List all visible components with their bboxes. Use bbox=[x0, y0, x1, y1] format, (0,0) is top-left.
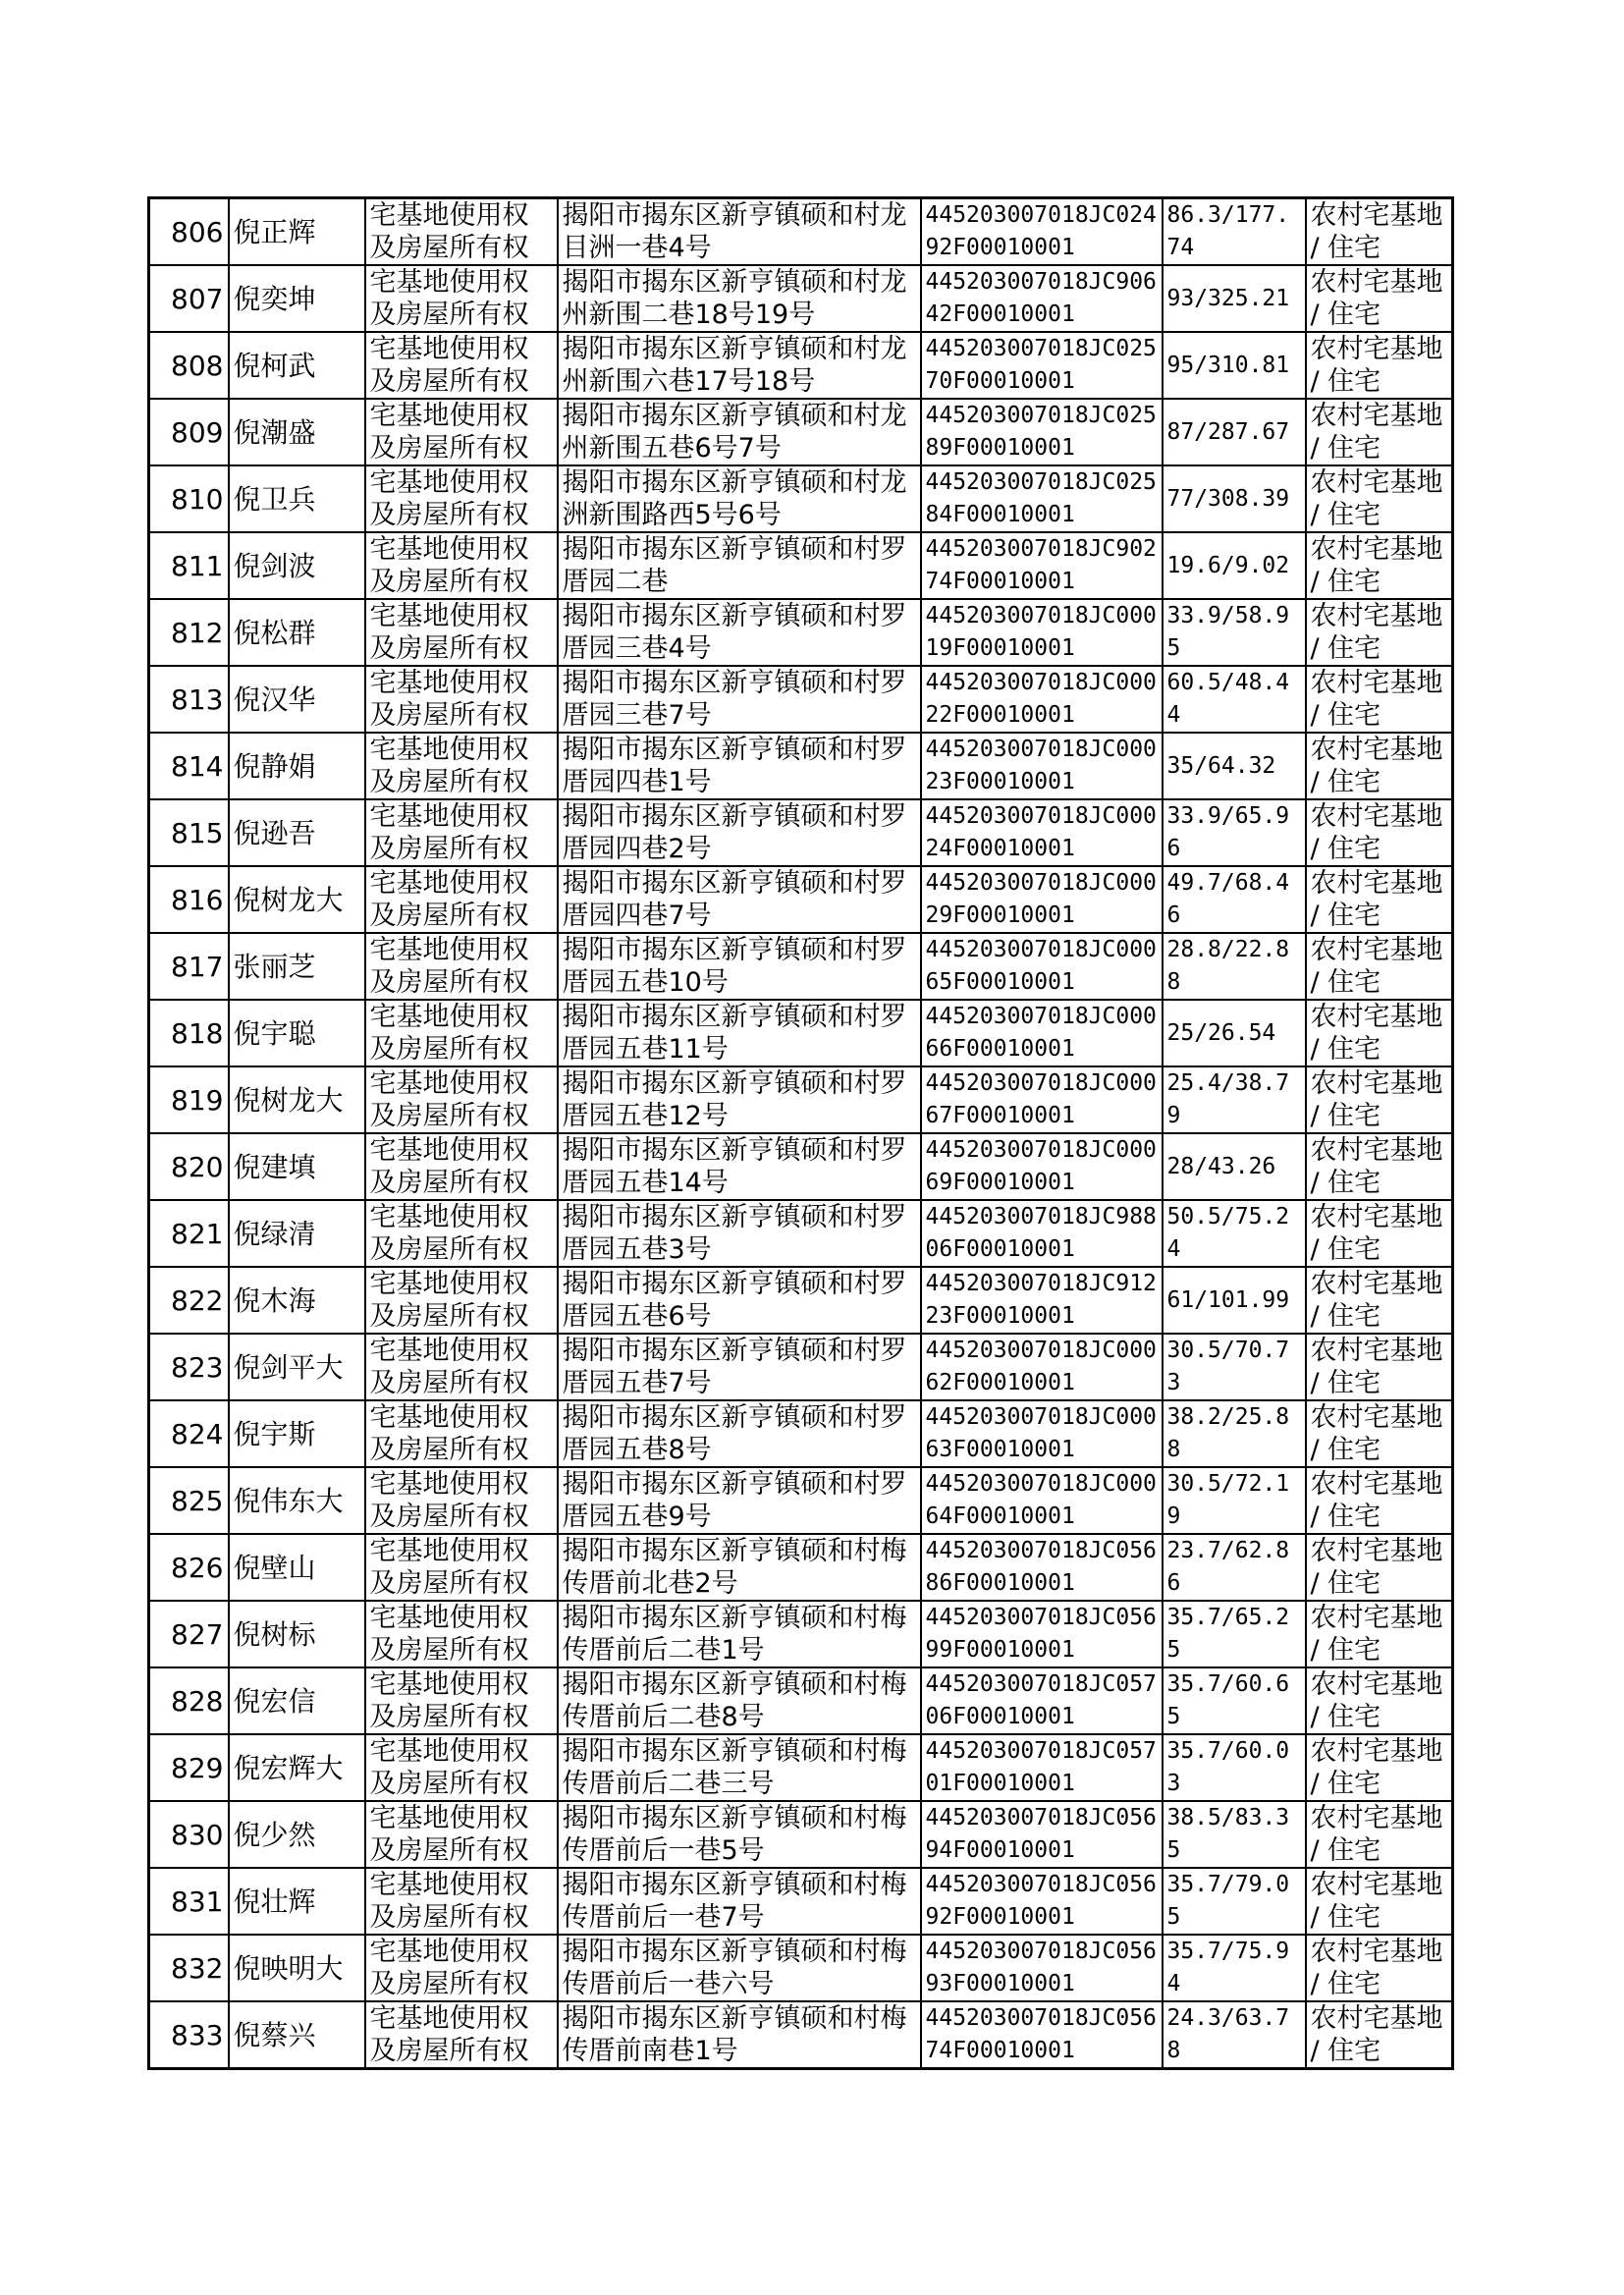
table-body bbox=[149, 198, 1453, 2069]
address-cell: 揭阳市揭东区新亨镇硕和村龙目洲一巷4号 bbox=[558, 198, 921, 266]
table-row bbox=[149, 1334, 1453, 1400]
area-cell: 33.9/65.96 bbox=[1163, 799, 1306, 866]
land-use-cell: 农村宅基地 / 住宅 bbox=[1306, 1734, 1453, 1801]
land-use-cell: 农村宅基地 / 住宅 bbox=[1306, 733, 1453, 799]
row-number-cell: 815 bbox=[149, 799, 229, 866]
land-use-cell: 农村宅基地 / 住宅 bbox=[1306, 933, 1453, 1000]
right-type-cell: 宅基地使用权及房屋所有权 bbox=[365, 1667, 558, 1734]
unit-code-cell: 445203007018JC00066F00010001 bbox=[921, 1000, 1163, 1066]
area-cell: 87/287.67 bbox=[1163, 399, 1306, 465]
unit-code-cell: 445203007018JC02589F00010001 bbox=[921, 399, 1163, 465]
table-row bbox=[149, 465, 1453, 532]
address-cell: 揭阳市揭东区新亨镇硕和村龙州新围五巷6号7号 bbox=[558, 399, 921, 465]
area-cell: 61/101.99 bbox=[1163, 1267, 1306, 1334]
right-type-cell: 宅基地使用权及房屋所有权 bbox=[365, 532, 558, 599]
unit-code-cell: 445203007018JC05706F00010001 bbox=[921, 1667, 1163, 1734]
land-use-cell: 农村宅基地 / 住宅 bbox=[1306, 332, 1453, 399]
right-type-cell: 宅基地使用权及房屋所有权 bbox=[365, 1534, 558, 1601]
land-use-cell: 农村宅基地 / 住宅 bbox=[1306, 2001, 1453, 2069]
owner-name-cell: 倪宇斯 bbox=[229, 1400, 365, 1467]
area-cell: 38.5/83.35 bbox=[1163, 1801, 1306, 1868]
table-row bbox=[149, 733, 1453, 799]
land-use-cell: 农村宅基地 / 住宅 bbox=[1306, 1667, 1453, 1734]
unit-code-cell: 445203007018JC00019F00010001 bbox=[921, 599, 1163, 666]
property-rights-table bbox=[147, 196, 1454, 2070]
area-cell: 86.3/177.74 bbox=[1163, 198, 1306, 266]
row-number-cell: 811 bbox=[149, 532, 229, 599]
land-use-cell: 农村宅基地 / 住宅 bbox=[1306, 1935, 1453, 2001]
address-cell: 揭阳市揭东区新亨镇硕和村梅传厝前后二巷8号 bbox=[558, 1667, 921, 1734]
table-row bbox=[149, 1133, 1453, 1200]
table-row bbox=[149, 1935, 1453, 2001]
table-row bbox=[149, 933, 1453, 1000]
area-cell: 77/308.39 bbox=[1163, 465, 1306, 532]
area-cell: 30.5/72.19 bbox=[1163, 1467, 1306, 1534]
right-type-cell: 宅基地使用权及房屋所有权 bbox=[365, 332, 558, 399]
row-number-cell: 806 bbox=[149, 198, 229, 266]
table-row bbox=[149, 2001, 1453, 2069]
unit-code-cell: 445203007018JC00063F00010001 bbox=[921, 1400, 1163, 1467]
area-cell: 50.5/75.24 bbox=[1163, 1200, 1306, 1267]
owner-name-cell: 倪潮盛 bbox=[229, 399, 365, 465]
right-type-cell: 宅基地使用权及房屋所有权 bbox=[365, 1467, 558, 1534]
owner-name-cell: 倪汉华 bbox=[229, 666, 365, 733]
table-row bbox=[149, 1066, 1453, 1133]
land-use-cell: 农村宅基地 / 住宅 bbox=[1306, 532, 1453, 599]
row-number-cell: 816 bbox=[149, 866, 229, 933]
row-number-cell: 831 bbox=[149, 1868, 229, 1935]
table-row bbox=[149, 332, 1453, 399]
area-cell: 49.7/68.46 bbox=[1163, 866, 1306, 933]
table-row bbox=[149, 532, 1453, 599]
owner-name-cell: 倪木海 bbox=[229, 1267, 365, 1334]
row-number-cell: 813 bbox=[149, 666, 229, 733]
unit-code-cell: 445203007018JC00023F00010001 bbox=[921, 733, 1163, 799]
address-cell: 揭阳市揭东区新亨镇硕和村罗厝园五巷9号 bbox=[558, 1467, 921, 1534]
address-cell: 揭阳市揭东区新亨镇硕和村罗厝园五巷3号 bbox=[558, 1200, 921, 1267]
row-number-cell: 817 bbox=[149, 933, 229, 1000]
area-cell: 30.5/70.73 bbox=[1163, 1334, 1306, 1400]
owner-name-cell: 倪少然 bbox=[229, 1801, 365, 1868]
land-use-cell: 农村宅基地 / 住宅 bbox=[1306, 599, 1453, 666]
address-cell: 揭阳市揭东区新亨镇硕和村罗厝园五巷11号 bbox=[558, 1000, 921, 1066]
row-number-cell: 825 bbox=[149, 1467, 229, 1534]
right-type-cell: 宅基地使用权及房屋所有权 bbox=[365, 399, 558, 465]
unit-code-cell: 445203007018JC05674F00010001 bbox=[921, 2001, 1163, 2069]
table-row bbox=[149, 1400, 1453, 1467]
right-type-cell: 宅基地使用权及房屋所有权 bbox=[365, 1935, 558, 2001]
right-type-cell: 宅基地使用权及房屋所有权 bbox=[365, 1400, 558, 1467]
address-cell: 揭阳市揭东区新亨镇硕和村罗厝园五巷14号 bbox=[558, 1133, 921, 1200]
land-use-cell: 农村宅基地 / 住宅 bbox=[1306, 1801, 1453, 1868]
unit-code-cell: 445203007018JC00069F00010001 bbox=[921, 1133, 1163, 1200]
unit-code-cell: 445203007018JC05693F00010001 bbox=[921, 1935, 1163, 2001]
owner-name-cell: 倪蔡兴 bbox=[229, 2001, 365, 2069]
address-cell: 揭阳市揭东区新亨镇硕和村罗厝园五巷6号 bbox=[558, 1267, 921, 1334]
area-cell: 93/325.21 bbox=[1163, 265, 1306, 332]
owner-name-cell: 倪伟东大 bbox=[229, 1467, 365, 1534]
area-cell: 35.7/60.65 bbox=[1163, 1667, 1306, 1734]
address-cell: 揭阳市揭东区新亨镇硕和村龙洲新围路西5号6号 bbox=[558, 465, 921, 532]
table-row bbox=[149, 866, 1453, 933]
unit-code-cell: 445203007018JC05701F00010001 bbox=[921, 1734, 1163, 1801]
row-number-cell: 807 bbox=[149, 265, 229, 332]
owner-name-cell: 倪剑波 bbox=[229, 532, 365, 599]
address-cell: 揭阳市揭东区新亨镇硕和村龙州新围六巷17号18号 bbox=[558, 332, 921, 399]
unit-code-cell: 445203007018JC00062F00010001 bbox=[921, 1334, 1163, 1400]
table-row bbox=[149, 1868, 1453, 1935]
address-cell: 揭阳市揭东区新亨镇硕和村罗厝园四巷1号 bbox=[558, 733, 921, 799]
unit-code-cell: 445203007018JC00022F00010001 bbox=[921, 666, 1163, 733]
row-number-cell: 827 bbox=[149, 1601, 229, 1667]
address-cell: 揭阳市揭东区新亨镇硕和村罗厝园五巷12号 bbox=[558, 1066, 921, 1133]
unit-code-cell: 445203007018JC90642F00010001 bbox=[921, 265, 1163, 332]
land-use-cell: 农村宅基地 / 住宅 bbox=[1306, 265, 1453, 332]
area-cell: 33.9/58.95 bbox=[1163, 599, 1306, 666]
table-row bbox=[149, 1534, 1453, 1601]
area-cell: 38.2/25.88 bbox=[1163, 1400, 1306, 1467]
land-use-cell: 农村宅基地 / 住宅 bbox=[1306, 1133, 1453, 1200]
row-number-cell: 824 bbox=[149, 1400, 229, 1467]
owner-name-cell: 倪树标 bbox=[229, 1601, 365, 1667]
unit-code-cell: 445203007018JC02570F00010001 bbox=[921, 332, 1163, 399]
land-use-cell: 农村宅基地 / 住宅 bbox=[1306, 866, 1453, 933]
table-row bbox=[149, 599, 1453, 666]
right-type-cell: 宅基地使用权及房屋所有权 bbox=[365, 933, 558, 1000]
row-number-cell: 823 bbox=[149, 1334, 229, 1400]
unit-code-cell: 445203007018JC00024F00010001 bbox=[921, 799, 1163, 866]
owner-name-cell: 倪建填 bbox=[229, 1133, 365, 1200]
address-cell: 揭阳市揭东区新亨镇硕和村梅传厝前后二巷1号 bbox=[558, 1601, 921, 1667]
table-row bbox=[149, 198, 1453, 266]
land-use-cell: 农村宅基地 / 住宅 bbox=[1306, 1066, 1453, 1133]
row-number-cell: 814 bbox=[149, 733, 229, 799]
area-cell: 23.7/62.86 bbox=[1163, 1534, 1306, 1601]
land-use-cell: 农村宅基地 / 住宅 bbox=[1306, 1534, 1453, 1601]
table-row bbox=[149, 1200, 1453, 1267]
unit-code-cell: 445203007018JC05699F00010001 bbox=[921, 1601, 1163, 1667]
address-cell: 揭阳市揭东区新亨镇硕和村罗厝园三巷7号 bbox=[558, 666, 921, 733]
right-type-cell: 宅基地使用权及房屋所有权 bbox=[365, 1868, 558, 1935]
right-type-cell: 宅基地使用权及房屋所有权 bbox=[365, 1801, 558, 1868]
row-number-cell: 828 bbox=[149, 1667, 229, 1734]
owner-name-cell: 倪树龙大 bbox=[229, 1066, 365, 1133]
row-number-cell: 832 bbox=[149, 1935, 229, 2001]
land-use-cell: 农村宅基地 / 住宅 bbox=[1306, 1601, 1453, 1667]
row-number-cell: 809 bbox=[149, 399, 229, 465]
land-use-cell: 农村宅基地 / 住宅 bbox=[1306, 1467, 1453, 1534]
land-use-cell: 农村宅基地 / 住宅 bbox=[1306, 799, 1453, 866]
table-row bbox=[149, 1601, 1453, 1667]
right-type-cell: 宅基地使用权及房屋所有权 bbox=[365, 2001, 558, 2069]
owner-name-cell: 倪宏辉大 bbox=[229, 1734, 365, 1801]
table-row bbox=[149, 1467, 1453, 1534]
owner-name-cell: 倪奕坤 bbox=[229, 265, 365, 332]
table-row bbox=[149, 265, 1453, 332]
owner-name-cell: 倪剑平大 bbox=[229, 1334, 365, 1400]
owner-name-cell: 倪树龙大 bbox=[229, 866, 365, 933]
area-cell: 25.4/38.79 bbox=[1163, 1066, 1306, 1133]
area-cell: 35.7/79.05 bbox=[1163, 1868, 1306, 1935]
address-cell: 揭阳市揭东区新亨镇硕和村罗厝园五巷8号 bbox=[558, 1400, 921, 1467]
land-use-cell: 农村宅基地 / 住宅 bbox=[1306, 1267, 1453, 1334]
right-type-cell: 宅基地使用权及房屋所有权 bbox=[365, 1334, 558, 1400]
table-row bbox=[149, 799, 1453, 866]
address-cell: 揭阳市揭东区新亨镇硕和村梅传厝前北巷2号 bbox=[558, 1534, 921, 1601]
address-cell: 揭阳市揭东区新亨镇硕和村梅传厝前后二巷三号 bbox=[558, 1734, 921, 1801]
row-number-cell: 821 bbox=[149, 1200, 229, 1267]
owner-name-cell: 倪宏信 bbox=[229, 1667, 365, 1734]
unit-code-cell: 445203007018JC00064F00010001 bbox=[921, 1467, 1163, 1534]
table-row bbox=[149, 666, 1453, 733]
table-row bbox=[149, 1267, 1453, 1334]
unit-code-cell: 445203007018JC05686F00010001 bbox=[921, 1534, 1163, 1601]
right-type-cell: 宅基地使用权及房屋所有权 bbox=[365, 799, 558, 866]
owner-name-cell: 倪柯武 bbox=[229, 332, 365, 399]
right-type-cell: 宅基地使用权及房屋所有权 bbox=[365, 1000, 558, 1066]
land-use-cell: 农村宅基地 / 住宅 bbox=[1306, 1000, 1453, 1066]
unit-code-cell: 445203007018JC05694F00010001 bbox=[921, 1801, 1163, 1868]
owner-name-cell: 倪壮辉 bbox=[229, 1868, 365, 1935]
address-cell: 揭阳市揭东区新亨镇硕和村梅传厝前后一巷5号 bbox=[558, 1801, 921, 1868]
right-type-cell: 宅基地使用权及房屋所有权 bbox=[365, 198, 558, 266]
address-cell: 揭阳市揭东区新亨镇硕和村龙州新围二巷18号19号 bbox=[558, 265, 921, 332]
row-number-cell: 820 bbox=[149, 1133, 229, 1200]
right-type-cell: 宅基地使用权及房屋所有权 bbox=[365, 666, 558, 733]
address-cell: 揭阳市揭东区新亨镇硕和村罗厝园四巷7号 bbox=[558, 866, 921, 933]
unit-code-cell: 445203007018JC00029F00010001 bbox=[921, 866, 1163, 933]
address-cell: 揭阳市揭东区新亨镇硕和村罗厝园五巷10号 bbox=[558, 933, 921, 1000]
land-use-cell: 农村宅基地 / 住宅 bbox=[1306, 1400, 1453, 1467]
right-type-cell: 宅基地使用权及房屋所有权 bbox=[365, 465, 558, 532]
owner-name-cell: 倪映明大 bbox=[229, 1935, 365, 2001]
owner-name-cell: 倪松群 bbox=[229, 599, 365, 666]
table-row bbox=[149, 399, 1453, 465]
area-cell: 25/26.54 bbox=[1163, 1000, 1306, 1066]
unit-code-cell: 445203007018JC00065F00010001 bbox=[921, 933, 1163, 1000]
right-type-cell: 宅基地使用权及房屋所有权 bbox=[365, 1267, 558, 1334]
row-number-cell: 822 bbox=[149, 1267, 229, 1334]
area-cell: 35.7/60.03 bbox=[1163, 1734, 1306, 1801]
address-cell: 揭阳市揭东区新亨镇硕和村罗厝园二巷 bbox=[558, 532, 921, 599]
area-cell: 95/310.81 bbox=[1163, 332, 1306, 399]
owner-name-cell: 倪正辉 bbox=[229, 198, 365, 266]
area-cell: 35.7/65.25 bbox=[1163, 1601, 1306, 1667]
row-number-cell: 808 bbox=[149, 332, 229, 399]
owner-name-cell: 倪静娟 bbox=[229, 733, 365, 799]
address-cell: 揭阳市揭东区新亨镇硕和村罗厝园三巷4号 bbox=[558, 599, 921, 666]
row-number-cell: 826 bbox=[149, 1534, 229, 1601]
right-type-cell: 宅基地使用权及房屋所有权 bbox=[365, 733, 558, 799]
land-use-cell: 农村宅基地 / 住宅 bbox=[1306, 1868, 1453, 1935]
land-use-cell: 农村宅基地 / 住宅 bbox=[1306, 1200, 1453, 1267]
address-cell: 揭阳市揭东区新亨镇硕和村梅传厝前后一巷六号 bbox=[558, 1935, 921, 2001]
land-use-cell: 农村宅基地 / 住宅 bbox=[1306, 198, 1453, 266]
address-cell: 揭阳市揭东区新亨镇硕和村罗厝园四巷2号 bbox=[558, 799, 921, 866]
row-number-cell: 818 bbox=[149, 1000, 229, 1066]
unit-code-cell: 445203007018JC02492F00010001 bbox=[921, 198, 1163, 266]
table-row bbox=[149, 1000, 1453, 1066]
unit-code-cell: 445203007018JC91223F00010001 bbox=[921, 1267, 1163, 1334]
land-use-cell: 农村宅基地 / 住宅 bbox=[1306, 666, 1453, 733]
address-cell: 揭阳市揭东区新亨镇硕和村梅传厝前南巷1号 bbox=[558, 2001, 921, 2069]
owner-name-cell: 倪绿清 bbox=[229, 1200, 365, 1267]
row-number-cell: 833 bbox=[149, 2001, 229, 2069]
row-number-cell: 830 bbox=[149, 1801, 229, 1868]
right-type-cell: 宅基地使用权及房屋所有权 bbox=[365, 1200, 558, 1267]
address-cell: 揭阳市揭东区新亨镇硕和村罗厝园五巷7号 bbox=[558, 1334, 921, 1400]
land-use-cell: 农村宅基地 / 住宅 bbox=[1306, 465, 1453, 532]
unit-code-cell: 445203007018JC02584F00010001 bbox=[921, 465, 1163, 532]
table-row bbox=[149, 1801, 1453, 1868]
right-type-cell: 宅基地使用权及房屋所有权 bbox=[365, 1066, 558, 1133]
right-type-cell: 宅基地使用权及房屋所有权 bbox=[365, 866, 558, 933]
right-type-cell: 宅基地使用权及房屋所有权 bbox=[365, 1133, 558, 1200]
unit-code-cell: 445203007018JC98806F00010001 bbox=[921, 1200, 1163, 1267]
row-number-cell: 812 bbox=[149, 599, 229, 666]
area-cell: 35/64.32 bbox=[1163, 733, 1306, 799]
right-type-cell: 宅基地使用权及房屋所有权 bbox=[365, 265, 558, 332]
right-type-cell: 宅基地使用权及房屋所有权 bbox=[365, 599, 558, 666]
land-use-cell: 农村宅基地 / 住宅 bbox=[1306, 1334, 1453, 1400]
unit-code-cell: 445203007018JC90274F00010001 bbox=[921, 532, 1163, 599]
row-number-cell: 810 bbox=[149, 465, 229, 532]
address-cell: 揭阳市揭东区新亨镇硕和村梅传厝前后一巷7号 bbox=[558, 1868, 921, 1935]
owner-name-cell: 倪卫兵 bbox=[229, 465, 365, 532]
owner-name-cell: 倪逊吾 bbox=[229, 799, 365, 866]
right-type-cell: 宅基地使用权及房屋所有权 bbox=[365, 1601, 558, 1667]
area-cell: 35.7/75.94 bbox=[1163, 1935, 1306, 2001]
unit-code-cell: 445203007018JC00067F00010001 bbox=[921, 1066, 1163, 1133]
area-cell: 19.6/9.02 bbox=[1163, 532, 1306, 599]
right-type-cell: 宅基地使用权及房屋所有权 bbox=[365, 1734, 558, 1801]
owner-name-cell: 张丽芝 bbox=[229, 933, 365, 1000]
row-number-cell: 819 bbox=[149, 1066, 229, 1133]
table-row bbox=[149, 1667, 1453, 1734]
owner-name-cell: 倪壁山 bbox=[229, 1534, 365, 1601]
unit-code-cell: 445203007018JC05692F00010001 bbox=[921, 1868, 1163, 1935]
area-cell: 28/43.26 bbox=[1163, 1133, 1306, 1200]
row-number-cell: 829 bbox=[149, 1734, 229, 1801]
land-use-cell: 农村宅基地 / 住宅 bbox=[1306, 399, 1453, 465]
owner-name-cell: 倪宇聪 bbox=[229, 1000, 365, 1066]
area-cell: 60.5/48.44 bbox=[1163, 666, 1306, 733]
table-row bbox=[149, 1734, 1453, 1801]
area-cell: 24.3/63.78 bbox=[1163, 2001, 1306, 2069]
area-cell: 28.8/22.88 bbox=[1163, 933, 1306, 1000]
